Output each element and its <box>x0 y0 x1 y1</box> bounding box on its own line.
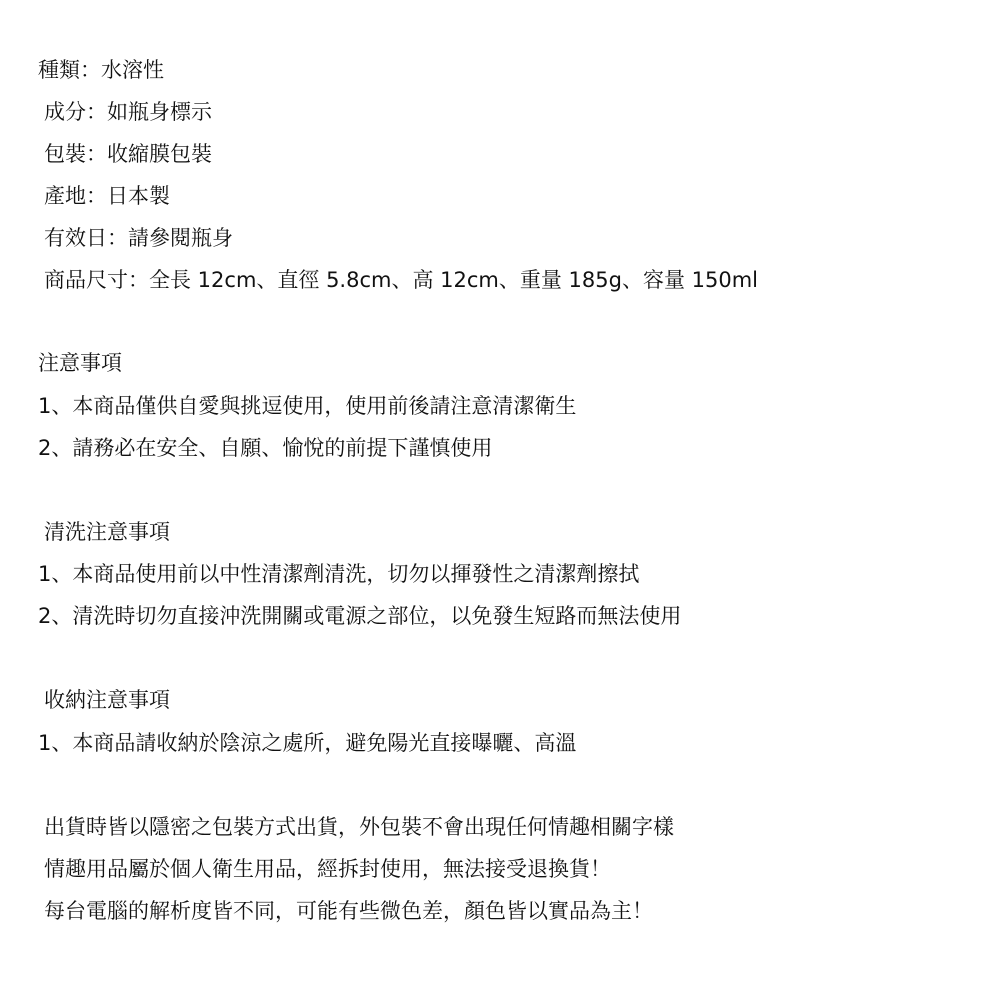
notes-item: 1、本商品僅供自愛與挑逗使用，使用前後請注意清潔衛生 <box>38 394 577 418</box>
footer-line: 情趣用品屬於個人衛生用品，經拆封使用，無法接受退換貨！ <box>44 857 611 881</box>
footer-line: 每台電腦的解析度皆不同，可能有些微色差，顏色皆以實品為主！ <box>44 899 653 923</box>
spec-size: 商品尺寸：全長 12cm、直徑 5.8cm、高 12cm、重量 185g、容量 150ml <box>44 268 759 292</box>
cleaning-item: 1、本商品使用前以中性清潔劑清洗，切勿以揮發性之清潔劑擦拭 <box>38 562 640 586</box>
spec-origin: 產地：日本製 <box>44 184 170 208</box>
spec-type: 種類：水溶性 <box>38 58 164 82</box>
footer-line: 出貨時皆以隱密之包裝方式出貨，外包裝不會出現任何情趣相關字樣 <box>44 815 674 839</box>
spec-expiry: 有效日：請參閱瓶身 <box>44 226 233 250</box>
spec-packaging: 包裝：收縮膜包裝 <box>44 142 212 166</box>
notes-item: 2、請務必在安全、自願、愉悅的前提下謹慎使用 <box>38 436 493 460</box>
cleaning-item: 2、清洗時切勿直接沖洗開關或電源之部位，以免發生短路而無法使用 <box>38 604 682 628</box>
notes-heading: 注意事項 <box>38 351 122 375</box>
storage-heading: 收納注意事項 <box>44 688 170 712</box>
cleaning-heading: 清洗注意事項 <box>44 520 170 544</box>
spec-ingredients: 成分：如瓶身標示 <box>44 100 212 124</box>
storage-item: 1、本商品請收納於陰涼之處所，避免陽光直接曝曬、高溫 <box>38 731 577 755</box>
